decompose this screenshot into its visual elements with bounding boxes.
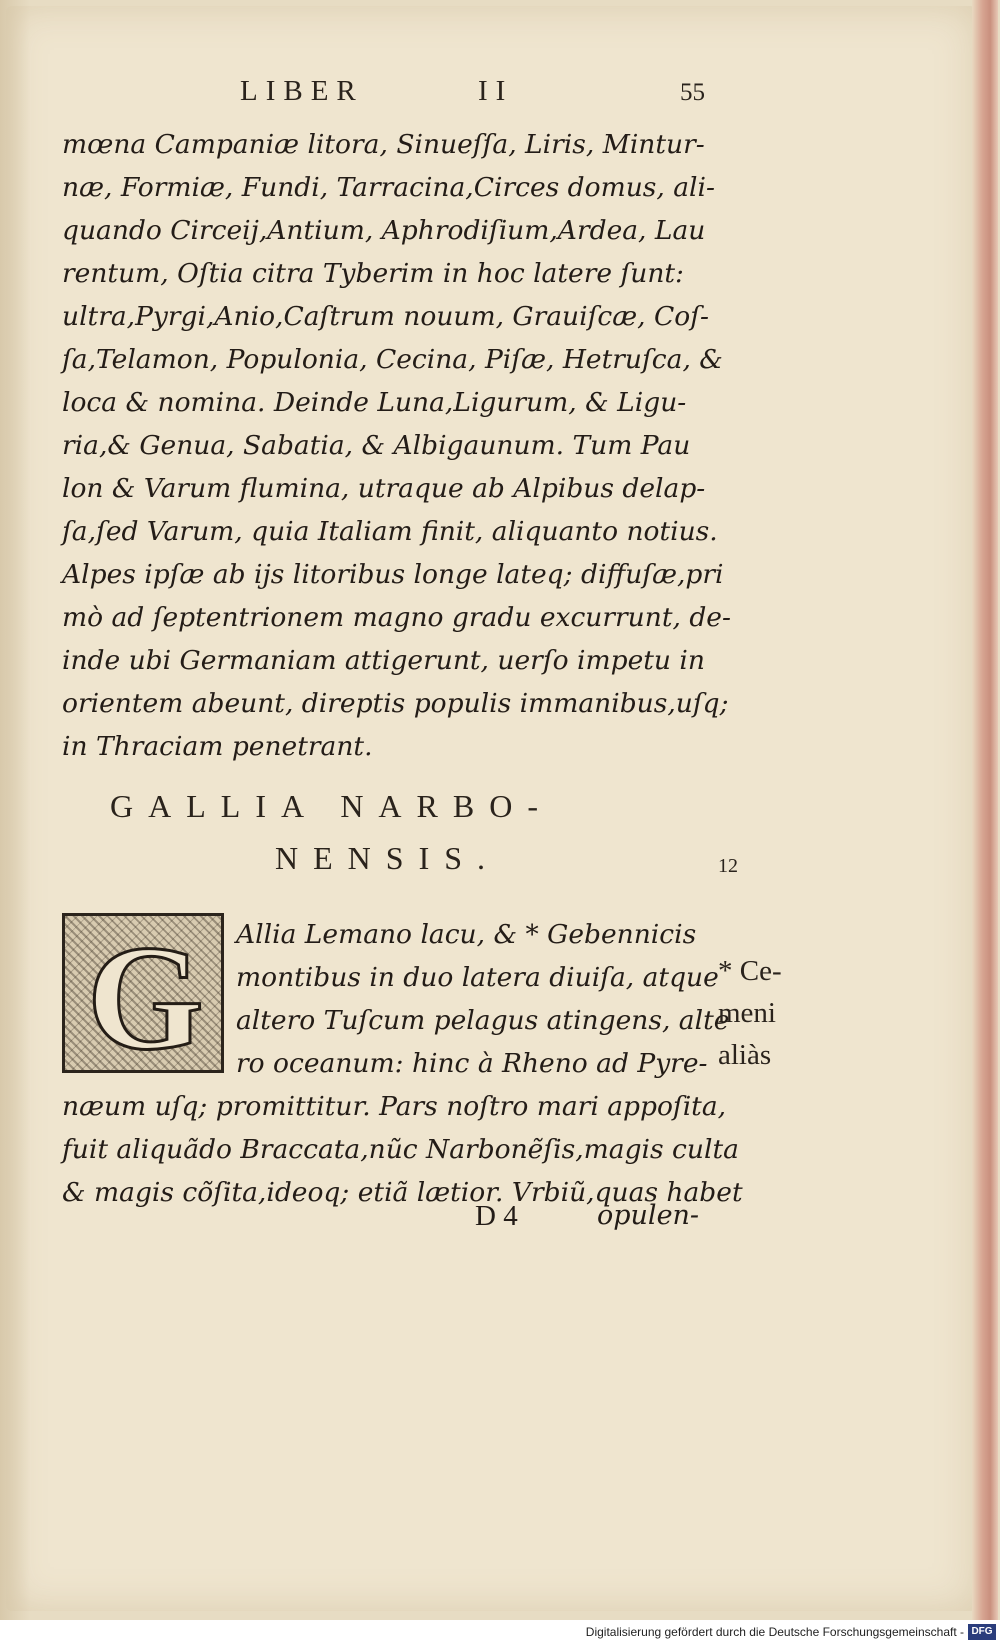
margin-note-line: * Ce- — [718, 955, 782, 987]
text-line: Alpes ipſæ ab ijs litoribus longe lateq; diffuſæ,pri — [62, 559, 724, 590]
section-text-indented — [236, 913, 730, 1085]
section-heading-line: NENSIS. — [275, 840, 501, 876]
page-foot — [475, 1200, 735, 1240]
text-line: quando Circeij,Antium, Aphrodiſium,Ardea, Lau — [62, 215, 706, 246]
text-line: altero Tuſcum pelagus atingens, alte — [236, 1005, 730, 1036]
text-line: in Thraciam penetrant. — [62, 731, 373, 762]
text-line: ſa,Telamon, Populonia, Cecina, Piſæ, Hetruſca, & — [62, 344, 723, 375]
text-line: Allia Lemano lacu, & * Gebennicis — [236, 919, 697, 950]
catchword: opulen- — [597, 1200, 700, 1231]
margin-number: 12 — [718, 855, 738, 877]
text-line: inde ubi Germaniam attigerunt, uerſo impetu in — [62, 645, 705, 676]
drop-cap-initial — [62, 913, 224, 1081]
text-line: orientem abeunt, direptis populis immanibus,uſq; — [62, 688, 729, 719]
text-line: fuit aliquãdo Braccata,nũc Narbonẽſis,magis culta — [62, 1134, 739, 1165]
dfg-logo: DFG — [968, 1624, 996, 1640]
text-line: montibus in duo latera diuiſa, atque — [236, 962, 719, 993]
book-number: II — [478, 75, 514, 107]
text-line: rentum, Oſtia citra Tyberim in hoc latere ſunt: — [62, 258, 684, 289]
page-number: 55 — [680, 79, 705, 106]
margin-note-line: meni — [718, 997, 776, 1029]
margin-note — [718, 950, 828, 1076]
text-line: lon & Varum flumina, utraque ab Alpibus delap- — [62, 473, 706, 504]
text-line: mò ad ſeptentrionem magno gradu excurrunt, de- — [62, 602, 731, 633]
body-text — [62, 123, 731, 768]
footer-credit: Digitalisierung gefördert durch die Deutsche Forschungsgemeinschaft - — [585, 1625, 964, 1639]
signature-mark: D 4 — [475, 1200, 518, 1232]
section-text — [62, 1085, 743, 1214]
section-heading-line: GALLIA NARBO- — [110, 788, 553, 824]
digitization-footer — [0, 1620, 1000, 1645]
text-line: ultra,Pyrgi,Anio,Caſtrum nouum, Grauiſcæ, Coſ- — [62, 301, 709, 332]
page-edge — [972, 0, 998, 1620]
drop-cap-letter: G — [87, 915, 204, 1081]
binding-gutter — [0, 0, 30, 1620]
text-line: loca & nomina. Deinde Luna,Ligurum, & Ligu- — [62, 387, 687, 418]
text-line: næum uſq; promittitur. Pars noſtro mari appoſita, — [62, 1091, 727, 1122]
text-line: ſa,ſed Varum, quia Italiam finit, aliquanto notius. — [62, 516, 718, 547]
running-header — [240, 75, 720, 115]
section-heading — [110, 780, 670, 884]
text-line: næ, Formiæ, Fundi, Tarracina,Circes domus, ali- — [62, 172, 715, 203]
running-title: LIBER — [240, 75, 364, 107]
margin-note-line: aliàs — [718, 1039, 772, 1071]
text-line: ria,& Genua, Sabatia, & Albigaunum. Tum Pau — [62, 430, 691, 461]
text-line: mœna Campaniæ litora, Sinueſſa, Liris, Mintur- — [62, 129, 705, 160]
text-line: & magis cõſita,ideoq; etiã lætior. Vrbiũ,quas habet — [62, 1177, 743, 1208]
text-line: ro oceanum: hinc à Rheno ad Pyre- — [236, 1048, 708, 1079]
